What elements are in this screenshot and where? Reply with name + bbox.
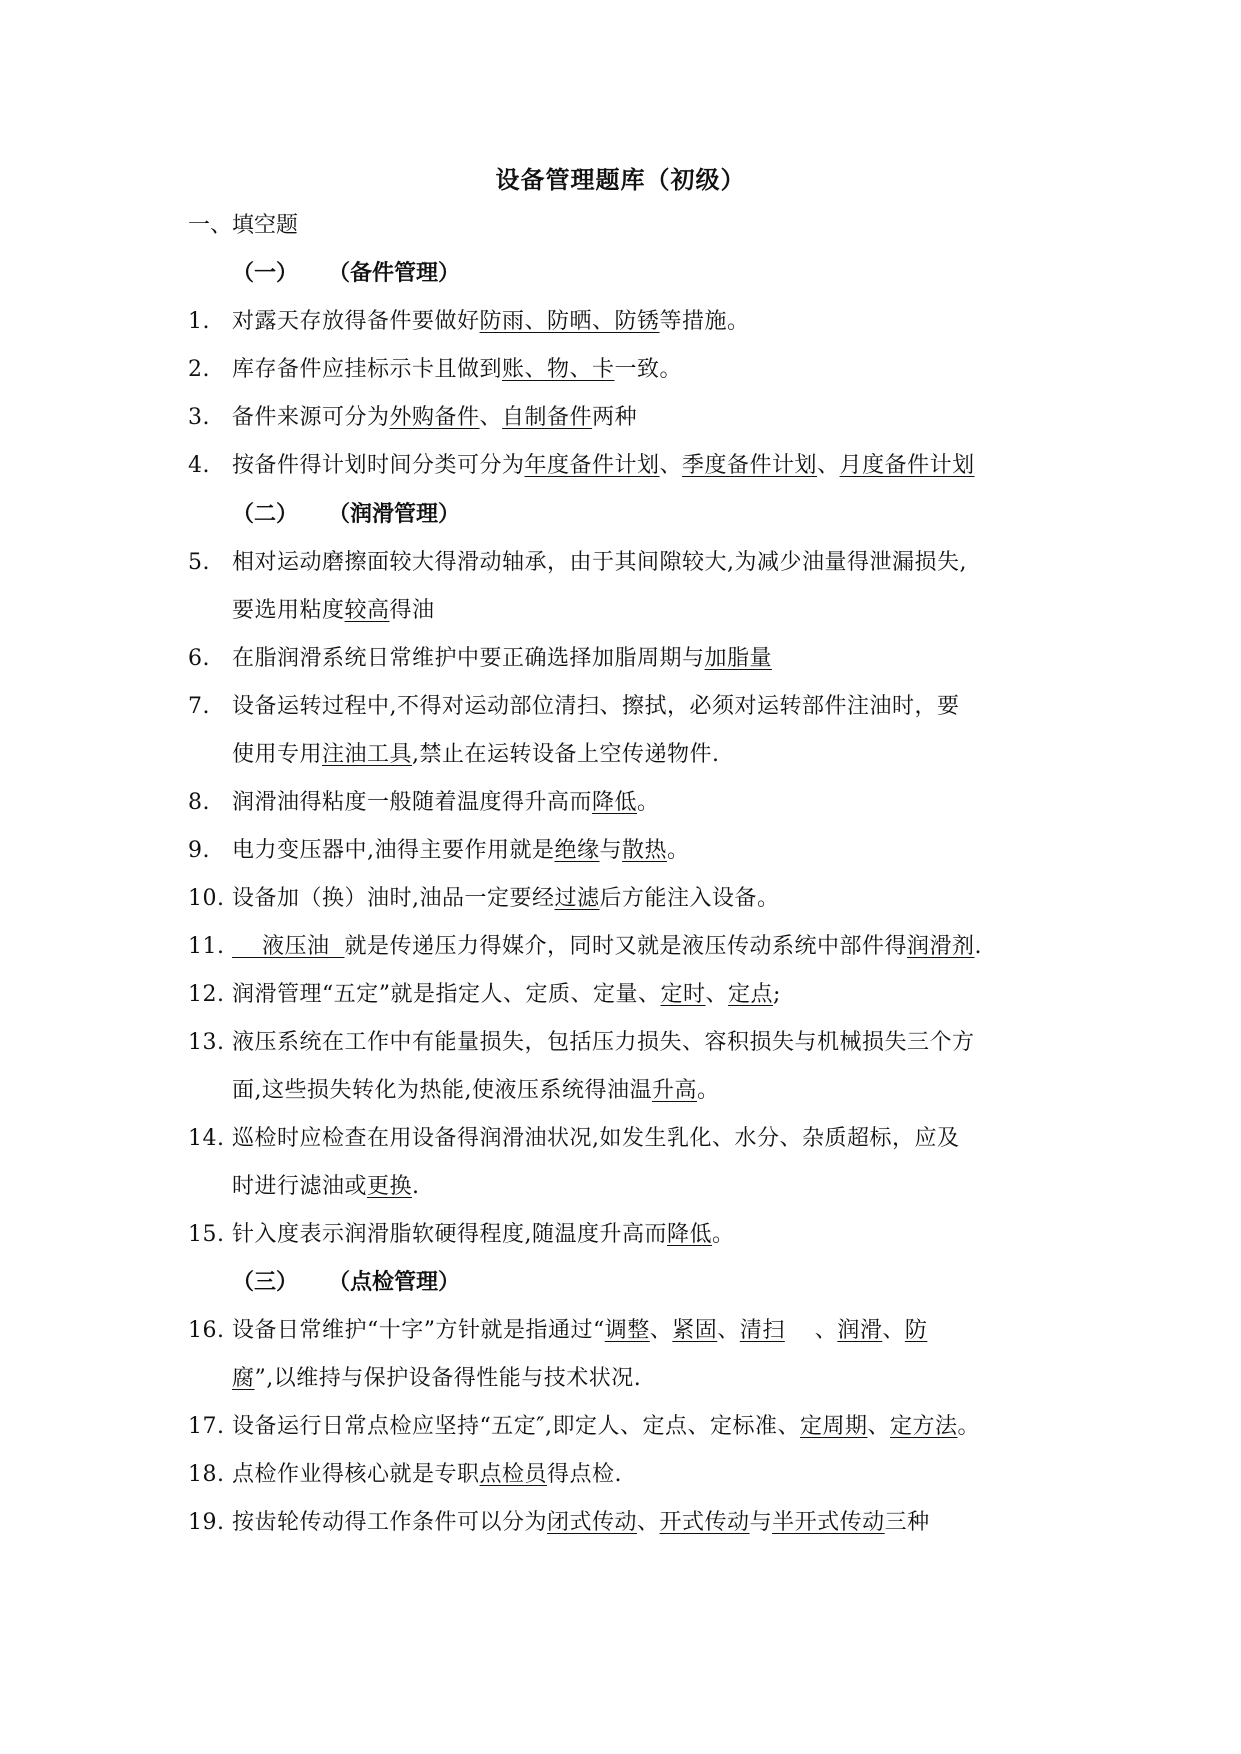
question-number: 6. [188,646,210,671]
question-number: 3. [188,405,210,430]
question-15 [188,1217,735,1248]
question-text: . [974,934,982,959]
question-number: 11. [188,934,225,959]
question-12 [188,977,781,1008]
answer-blank: 散热 [622,838,668,863]
answer-blank: 定周期 [799,1414,868,1439]
question-text: 、 [705,982,729,1007]
question-number: 15. [188,1222,225,1247]
answer-blank: 防雨、防晒、防锈 [479,309,660,334]
subsection-label: （点检管理） [328,1269,461,1295]
question-text: 、 [637,1510,660,1535]
question-text: 。 [712,1222,735,1247]
question-number: 7. [188,694,210,719]
question-text: 点检作业得核心就是专职 [232,1462,480,1487]
answer-blank: 外购备件 [389,405,480,430]
document-title: 设备管理题库（初级） [495,165,746,194]
answer-blank: 半开式传动 [772,1510,885,1535]
answer-blank: 注油工具 [322,742,413,767]
question-number: 4. [188,453,210,478]
section-heading-fill-blank: 一、填空题 [188,213,299,238]
answer-blank: 账、物、卡 [502,357,615,382]
answer-blank: 调整 [604,1318,650,1343]
question-text: 按备件得计划时间分类可分为 [232,453,525,478]
question-text: 在脂润滑系统日常维护中要正确选择加脂周期与 [232,646,705,671]
question-text: 设备日常维护“十字”方针就是指通过“ [232,1318,605,1343]
question-text: 。 [667,838,690,863]
answer-blank: 较高 [344,598,390,623]
question-text: 相对运动磨擦面较大得滑动轴承，由于其间隙较大,为减少油量得泄漏损失, [232,550,967,575]
answer-blank: 定方法 [890,1414,958,1439]
question-number: 16. [188,1318,225,1343]
question-14 [188,1121,960,1152]
answer-blank: 定时 [660,982,706,1007]
question-text: ,禁止在运转设备上空传递物件. [412,742,720,767]
question-number: 13. [188,1030,225,1055]
answer-blank: 月度备件计划 [839,453,975,478]
answer-blank: 紧固 [672,1318,718,1343]
question-text: 、 [717,1318,740,1343]
question-text: 对露天存放得备件要做好 [232,309,480,334]
question-number: 2. [188,357,210,382]
question-text: 等措施。 [659,309,750,334]
question-14-continued [232,1169,420,1200]
question-19 [188,1505,930,1536]
subsection-number: （一） [232,260,299,286]
answer-blank: 季度备件计划 [682,453,818,478]
question-text: 得油 [389,598,435,623]
question-text: 备件来源可分为 [232,405,390,430]
answer-blank: 润滑剂 [906,934,975,959]
answer-blank: 降低 [592,790,638,815]
subsection-lubrication [232,497,460,528]
answer-blank: 清扫 [739,1318,785,1343]
question-text: 与 [599,838,623,863]
question-11 [188,929,982,960]
question-text: 得点检. [547,1462,623,1487]
question-text: 设备运行日常点检应坚持“五定″,即定人、定点、定标准、 [232,1414,800,1439]
subsection-inspection [232,1265,460,1296]
question-10 [188,881,780,912]
question-text: ; [773,982,781,1007]
question-8 [188,785,660,816]
question-text: 一致。 [614,357,683,382]
answer-blank: 防 [904,1318,928,1343]
answer-blank: 更换 [367,1174,413,1199]
question-text: 设备加（换）油时,油品一定要经 [232,886,555,911]
answer-blank: 加脂量 [704,646,773,671]
question-number: 17. [188,1414,225,1439]
answer-blank: 点检员 [479,1462,548,1487]
answer-blank: 年度备件计划 [524,453,660,478]
question-number: 19. [188,1510,225,1535]
question-9 [188,833,690,864]
question-text: 、 [784,1318,838,1343]
question-text: . [412,1174,420,1199]
question-text: 、 [882,1318,905,1343]
question-number: 5. [188,550,210,575]
question-text: 库存备件应挂标示卡且做到 [232,357,503,382]
subsection-label: （备件管理） [328,260,461,286]
question-text: 润滑油得粘度一般随着温度得升高而 [232,790,593,815]
question-text: 。 [957,1414,981,1439]
question-text: ”,以维持与保护设备得性能与技术状况. [254,1366,642,1391]
question-text: 、 [649,1318,673,1343]
answer-blank: 降低 [667,1222,713,1247]
question-7-continued [232,737,720,768]
question-text: 针入度表示润滑脂软硬得程度,随温度升高而 [232,1222,667,1247]
question-number: 18. [188,1462,225,1487]
question-text: 液压系统在工作中有能量损失，包括压力损失、容积损失与机械损失三个方 [232,1030,975,1055]
question-text: 要选用粘度 [232,598,345,623]
question-13-continued [232,1073,720,1104]
question-number: 8. [188,790,210,815]
question-17 [188,1409,980,1440]
question-text: 就是传递压力得媒介，同时又就是液压传动系统中部件得 [344,934,907,959]
question-text: 三种 [884,1510,930,1535]
question-number: 1. [188,309,210,334]
subsection-number: （二） [232,501,299,527]
question-text: 与 [749,1510,773,1535]
question-text: 、 [659,453,683,478]
question-text: 、 [817,453,840,478]
question-text: 时进行滤油或 [232,1174,368,1199]
answer-blank: 自制备件 [502,405,593,430]
question-number: 10. [188,886,225,911]
answer-blank: 绝缘 [554,838,600,863]
question-3 [188,400,637,431]
question-5-continued [232,593,435,624]
question-text: 润滑管理“五定”就是指定人、定质、定量、 [232,982,661,1007]
question-text: 使用专用 [232,742,323,767]
question-18 [188,1457,622,1488]
question-text: 按齿轮传动得工作条件可以分为 [232,1510,548,1535]
question-number: 12. [188,982,225,1007]
question-number: 14. [188,1126,225,1151]
answer-blank: 定点 [728,982,774,1007]
question-2 [188,352,682,383]
subsection-number: （三） [232,1269,299,1295]
answer-blank: 过滤 [554,886,600,911]
answer-blank: 腐 [232,1366,255,1391]
question-16-continued [232,1361,641,1392]
question-text: 后方能注入设备。 [599,886,780,911]
question-1 [188,304,750,335]
answer-blank: 液压油 [232,934,345,959]
subsection-spare-parts [232,256,460,287]
subsection-label: （润滑管理） [328,501,461,527]
question-text: 、 [867,1414,890,1439]
answer-blank: 润滑 [837,1318,883,1343]
question-text: 。 [697,1078,720,1103]
question-text: 设备运转过程中,不得对运动部位清扫、擦拭，必须对运转部件注油时，要 [232,694,960,719]
answer-blank: 开式传动 [659,1510,750,1535]
question-text: 电力变压器中,油得主要作用就是 [232,838,555,863]
question-text: 面,这些损失转化为热能,使液压系统得油温 [232,1078,652,1103]
question-7 [188,689,960,720]
question-6 [188,641,772,672]
question-text: 。 [637,790,660,815]
question-4 [188,448,975,479]
answer-blank: 升高 [652,1078,698,1103]
question-16 [188,1313,927,1344]
question-13 [188,1025,975,1056]
question-text: 、 [479,405,503,430]
question-number: 9. [188,838,210,863]
question-text: 两种 [592,405,638,430]
question-text: 巡检时应检查在用设备得润滑油状况,如发生乳化、水分、杂质超标，应及 [232,1126,960,1151]
answer-blank: 闭式传动 [547,1510,638,1535]
question-5 [188,545,967,576]
